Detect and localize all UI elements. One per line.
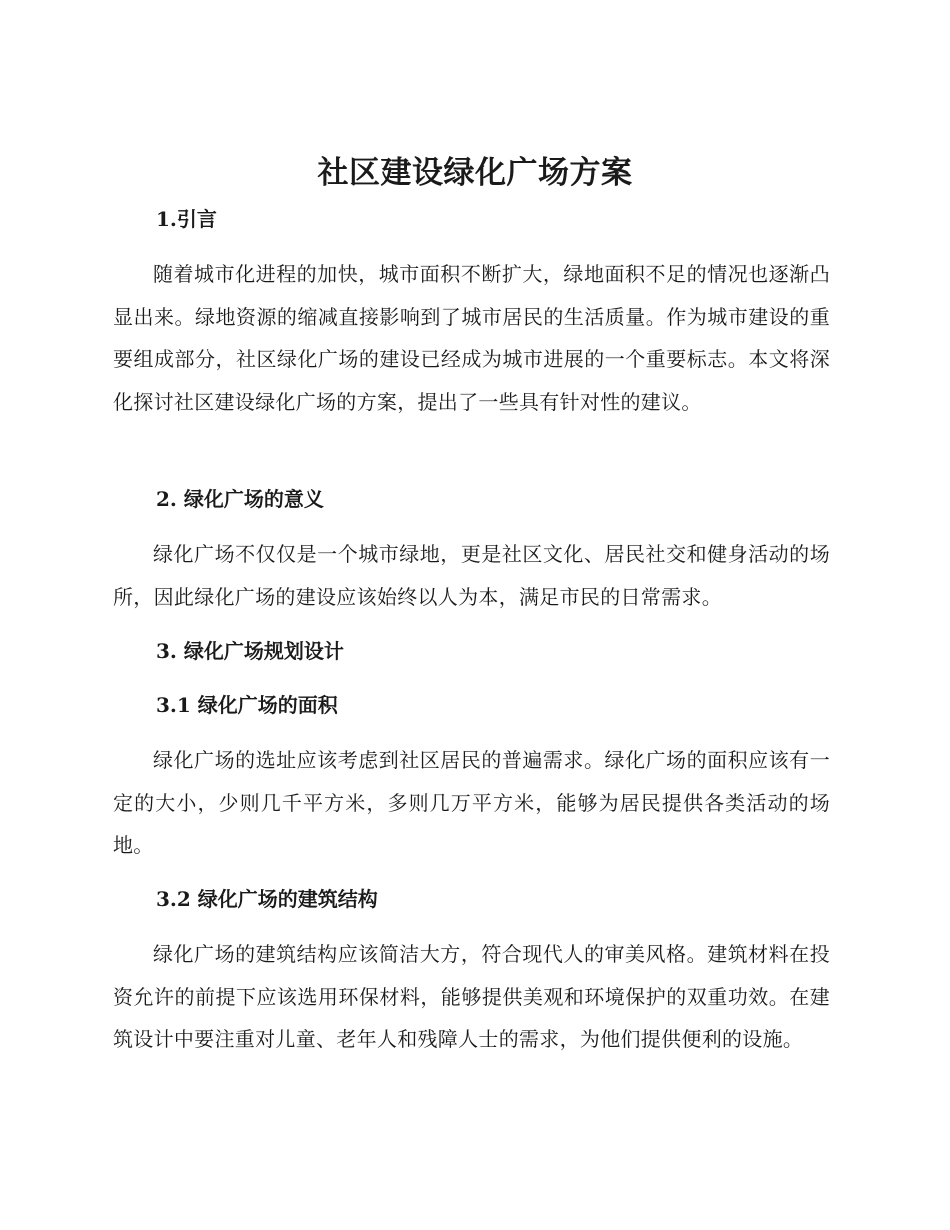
- section-paragraph-building-structure: 绿化广场的建筑结构应该简洁大方，符合现代人的审美风格。建筑材料在投资允许的前提下应该选用环保材料，能够提供美观和环境保护的双重功效。在建筑设计中要注重对儿童、老年人和残障人士的需求，为他们提供便利的设施。: [113, 942, 830, 1051]
- section-paragraph-area: 绿化广场的选址应该考虑到社区居民的普遍需求。绿化广场的面积应该有一定的大小，少则几千平方米，多则几万平方米，能够为居民提供各类活动的场地。: [113, 748, 830, 857]
- document-title: 社区建设绿化广场方案: [317, 155, 633, 191]
- section-heading-area: 3.1 绿化广场的面积: [156, 693, 338, 717]
- section-paragraph-significance: 绿化广场不仅仅是一个城市绿地，更是社区文化、居民社交和健身活动的场所，因此绿化广场的建设应该始终以人为本，满足市民的日常需求。: [113, 542, 830, 609]
- section-heading-building-structure: 3.2 绿化广场的建筑结构: [156, 887, 378, 911]
- section-heading-introduction: 1.引言: [156, 207, 217, 231]
- section-paragraph-introduction: 随着城市化进程的加快，城市面积不断扩大，绿地面积不足的情况也逐渐凸显出来。绿地资源的缩减直接影响到了城市居民的生活质量。作为城市建设的重要组成部分，社区绿化广场的建设已经成为城市进展的一个重要标志。本文将深化探讨社区建设绿化广场的方案，提出了一些具有针对性的建议。: [113, 262, 830, 414]
- section-heading-significance: 2. 绿化广场的意义: [156, 487, 324, 511]
- section-heading-planning-design: 3. 绿化广场规划设计: [156, 639, 344, 663]
